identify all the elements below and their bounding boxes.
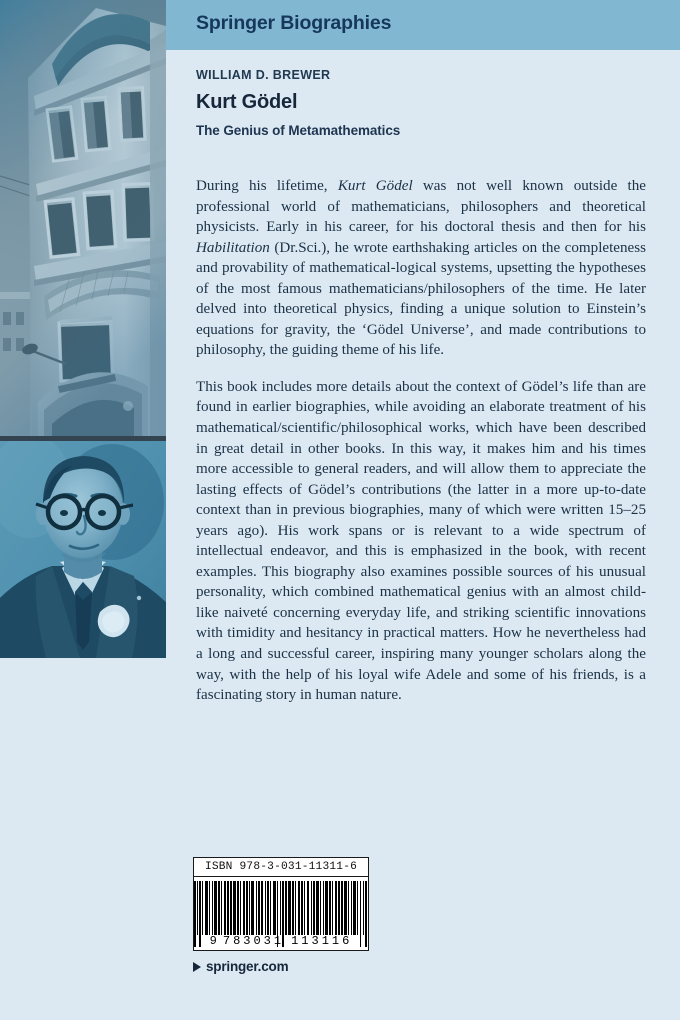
blurb-paragraph-2: This book includes more details about the context of Gödel’s life than are found in earlier biographies, while avoiding an elaborate treatment of his mathematical/scientific/philosophical works, which have been described in great detail in other books. In this way, it makes him and his times more accessible to general readers, and will allow them to appreciate the lasting effects of Gödel’s contributions (the latter in a more up-to-date context than in previous biographies, many of which were written 15–25 years ago). His work spans or is relevant to a wide spectrum of intellectual endeavor, and this is emphasized in the book, with recent examples. This biography also examines possible sources of his unusual personality, which combined mathematical genius with an almost child-like naiveté concerning everyday life, and striking scientific innovations with timidity and hesitancy in practical matters. How he nevertheless had a long and successful career, inspiring many younger scholars along the way, with the help of his loyal wife Adele and some of his friends, is a fascinating story in human nature. bbox=[196, 378, 646, 704]
portrait-photo-artwork bbox=[0, 436, 166, 658]
isbn-barcode-block bbox=[193, 857, 369, 951]
building-photo-artwork bbox=[0, 0, 166, 436]
barcode-digit-group-right: 113116 bbox=[291, 934, 353, 948]
blurb-p1-italic2: Habilitation bbox=[196, 239, 270, 256]
blurb-p1-run2: was not well known outside the professional world of mathematicians, philosophers and theoretical physicists. Early in his career, for his doctoral thesis and then for his bbox=[196, 178, 646, 236]
isbn-box bbox=[193, 857, 369, 951]
back-cover-blurb bbox=[196, 176, 646, 706]
title-block bbox=[196, 68, 646, 138]
blurb-p1-run3: (Dr.Sci.), he wrote earthshaking articles on the completeness and provability of mathematical-logical systems, upsetting the hypotheses of the most famous mathematicians/philosophers of the time. He later delved into theoretical physics, finding a unique solution to Einstein’s equations for gravity, the ‘Gödel Universe’, and made contributions to philosophy, the guiding theme of his life. bbox=[196, 239, 646, 359]
blurb-paragraph-1 bbox=[196, 176, 646, 361]
building-photo bbox=[0, 0, 166, 436]
barcode-digit-lead: 9 bbox=[209, 934, 217, 948]
author-name: WILLIAM D. BREWER bbox=[196, 68, 331, 82]
springer-com-label: springer.com bbox=[206, 959, 289, 974]
barcode-digit-group-left: 783031 bbox=[222, 934, 285, 948]
blurb-p1-italic1: Kurt Gödel bbox=[337, 178, 413, 194]
book-title: Kurt Gödel bbox=[196, 91, 298, 113]
play-triangle-icon bbox=[193, 962, 201, 972]
springer-com-link[interactable] bbox=[193, 959, 288, 974]
barcode-area bbox=[194, 877, 368, 950]
series-title: Springer Biographies bbox=[196, 12, 392, 34]
cover-image-strip bbox=[0, 0, 166, 658]
blurb-p1-run1: During his lifetime, bbox=[196, 178, 338, 194]
portrait-photo-godel bbox=[0, 436, 166, 658]
book-subtitle: The Genius of Metamathematics bbox=[196, 123, 401, 138]
isbn-text: ISBN 978-3-031-11311-6 bbox=[194, 858, 368, 877]
barcode-digits bbox=[194, 934, 368, 948]
